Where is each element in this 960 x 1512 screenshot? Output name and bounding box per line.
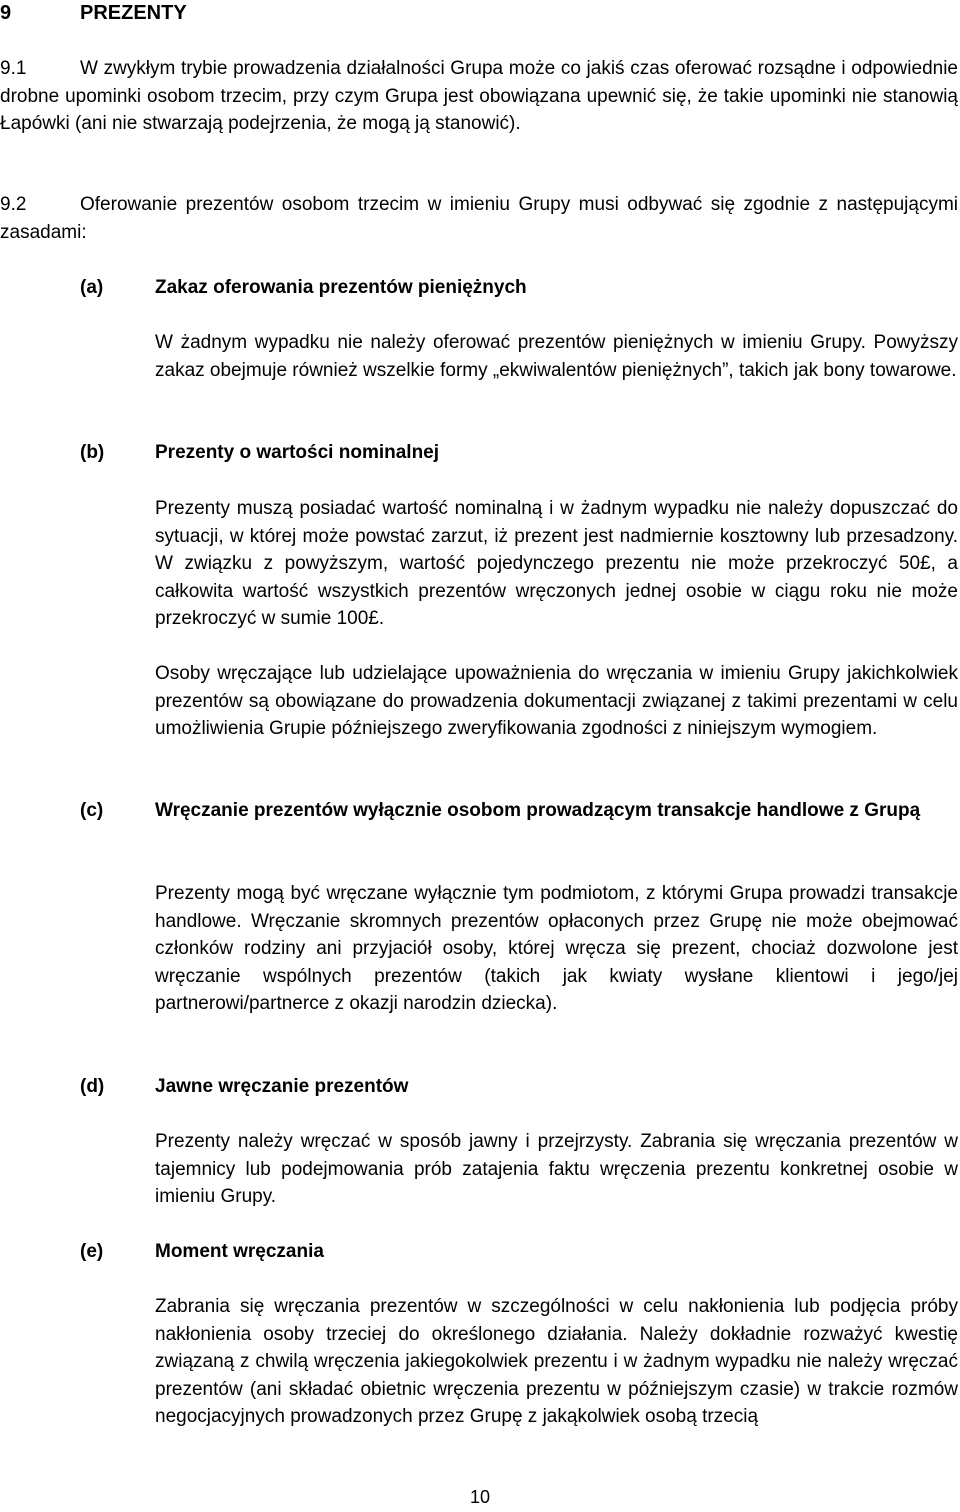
- item-body-b-1: Prezenty muszą posiadać wartość nominalną i w żadnym wypadku nie należy dopuszczać do sytuacji, w której może powstać zarzut, iż prezent jest nadmiernie kosztowny lub przesadzony. W związku z powyższym, wartość pojedynczego prezentu nie może przekroczyć 50£, a całkowita wartość wszystkich prezentów wręczonych jednej osobie w ciągu roku nie może przekroczyć w sumie 100£.: [155, 498, 958, 629]
- item-body-a: W żadnym wypadku nie należy oferować prezentów pieniężnych w imieniu Grupy. Powyższy zakaz obejmuje również wszelkie formy „ekwiwalentów pieniężnych”, takich jak bony towarowe.: [155, 332, 958, 381]
- section-number: 9: [0, 2, 12, 24]
- item-label-e: (e): [80, 1241, 104, 1262]
- paragraph-number: 9.2: [0, 194, 27, 215]
- paragraph-9-1: [0, 55, 958, 138]
- item-label-d: (d): [80, 1076, 105, 1097]
- paragraph-text: W zwykłym trybie prowadzenia działalności Grupa może co jakiś czas oferować rozsądne i odpowiednie drobne upominki osobom trzecim, przy czym Grupa jest obowiązana upewnić się, że takie upominki nie stanowią Łapówki (ani nie stwarzają podejrzenia, że mogą ją stanowić).: [0, 58, 958, 134]
- section-title: PREZENTY: [80, 2, 187, 24]
- paragraph-9-2: [0, 191, 958, 246]
- item-heading-a: Zakaz oferowania prezentów pieniężnych: [155, 277, 527, 298]
- item-body-d: Prezenty należy wręczać w sposób jawny i przejrzysty. Zabrania się wręczania prezentów w tajemnicy lub podejmowania prób zatajenia faktu wręczenia prezentu konkretnej osobie w imieniu Grupy.: [155, 1131, 958, 1207]
- paragraph-number: 9.1: [0, 58, 27, 79]
- item-label-b: (b): [80, 442, 105, 463]
- item-heading-d: Jawne wręczanie prezentów: [155, 1076, 409, 1097]
- paragraph-text: Oferowanie prezentów osobom trzecim w imieniu Grupy musi odbywać się zgodnie z następującymi zasadami:: [0, 194, 958, 243]
- item-label-a: (a): [80, 277, 104, 298]
- item-body-c: Prezenty mogą być wręczane wyłącznie tym podmiotom, z którymi Grupa prowadzi transakcje handlowe. Wręczanie skromnych prezentów opłaconych przez Grupę nie może obejmować członków rodziny ani przyjaciół osoby, której wręcza się prezent, chociaż dozwolone jest wręczanie wspólnych prezentów (takich jak kwiaty wysłane klientowi i jego/jej partnerowi/partnerce z okazji narodzin dziecka).: [155, 883, 958, 1014]
- item-heading-c: Wręczanie prezentów wyłącznie osobom prowadzącym transakcje handlowe z Grupą: [155, 800, 921, 821]
- page-number: 10: [469, 1487, 491, 1507]
- item-body-b-2: Osoby wręczające lub udzielające upoważnienia do wręczania w imieniu Grupy jakichkolwiek prezentów są obowiązane do prowadzenia dokumentacji związanej z takimi prezentami w celu umożliwienia Grupie późniejszego zweryfikowania zgodności z niniejszym wymogiem.: [155, 663, 958, 739]
- item-heading-b: Prezenty o wartości nominalnej: [155, 442, 440, 463]
- item-heading-e: Moment wręczania: [155, 1241, 324, 1262]
- item-label-c: (c): [80, 800, 104, 821]
- item-body-e: Zabrania się wręczania prezentów w szczególności w celu nakłonienia lub podjęcia próby nakłonienia osoby trzeciej do określonego działania. Należy dokładnie rozważyć kwestię związaną z chwilą wręczenia jakiegokolwiek prezentu i w żadnym wypadku nie należy wręczać prezentów (ani składać obietnic wręczenia prezentu w późniejszym czasie) w trakcie rozmów negocjacyjnych prowadzonych przez Grupę z jakąkolwiek osobą trzecią: [155, 1296, 958, 1427]
